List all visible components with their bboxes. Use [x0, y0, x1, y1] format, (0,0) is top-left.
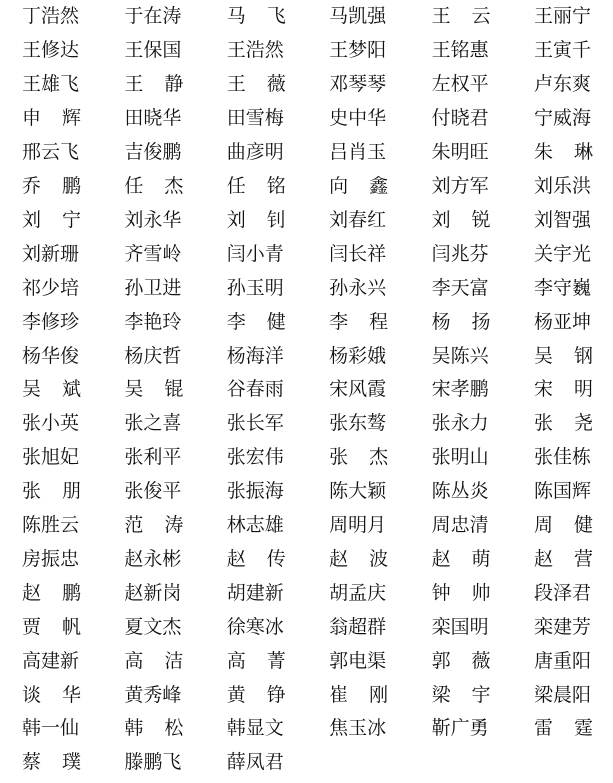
- name-item: [432, 271, 534, 305]
- name-item: [124, 305, 226, 339]
- name-item: [227, 610, 329, 644]
- name-item: [329, 576, 431, 610]
- name-item: [432, 475, 534, 509]
- name-item: [22, 475, 124, 509]
- name-item: [22, 237, 124, 271]
- name-text: 关宇光: [533, 242, 591, 265]
- name-item: [22, 339, 124, 373]
- name-text: 任 铭: [226, 174, 286, 197]
- name-text: 胡建新: [226, 581, 284, 604]
- name-text: 李守巍: [533, 276, 591, 299]
- name-item: [124, 509, 226, 543]
- name-text: 谈 华: [22, 683, 81, 706]
- name-item: [329, 339, 431, 373]
- name-item: [124, 441, 226, 475]
- name-item: [124, 68, 226, 102]
- name-item: [329, 712, 431, 746]
- name-text: 王丽宁: [533, 5, 591, 28]
- name-text: 张旭妃: [22, 446, 80, 469]
- name-item: [534, 271, 613, 305]
- name-item: [432, 509, 534, 543]
- name-item: [124, 475, 226, 509]
- name-text: 赵 鹏: [22, 581, 81, 604]
- name-text: 刘春红: [329, 208, 387, 231]
- name-item: [124, 136, 226, 170]
- name-text: 韩 松: [124, 717, 184, 740]
- name-text: 周明月: [329, 514, 387, 537]
- name-text: 孙玉明: [226, 276, 284, 299]
- name-text: 陈丛炎: [431, 480, 489, 503]
- name-text: 钟 帅: [431, 581, 491, 604]
- name-text: 栾国明: [431, 615, 489, 638]
- name-text: 薛凤君: [226, 751, 284, 774]
- name-text: 李修珍: [22, 310, 80, 333]
- name-text: 邢云飞: [22, 141, 80, 164]
- name-text: 乔 鹏: [22, 174, 81, 197]
- name-item: [22, 271, 124, 305]
- name-text: 陈胜云: [22, 514, 80, 537]
- name-item: [227, 237, 329, 271]
- name-item: [534, 509, 613, 543]
- name-item: [124, 271, 226, 305]
- name-text: 刘永华: [124, 208, 182, 231]
- name-item: [227, 339, 329, 373]
- name-item: [534, 576, 613, 610]
- name-text: 张小英: [22, 412, 80, 435]
- name-text: 杨彩娥: [329, 344, 387, 367]
- name-text: 王铭惠: [431, 39, 489, 62]
- name-text: 周 健: [533, 514, 593, 537]
- name-item: [124, 678, 226, 712]
- name-text: 卢东爽: [533, 73, 591, 96]
- name-text: 赵 传: [226, 547, 286, 570]
- name-item: [124, 610, 226, 644]
- name-item: [329, 678, 431, 712]
- name-text: 雷 霆: [533, 717, 593, 740]
- name-item: [432, 339, 534, 373]
- name-item: [124, 644, 226, 678]
- name-text: 黄 铮: [226, 683, 286, 706]
- name-item: [124, 102, 226, 136]
- name-item: [22, 576, 124, 610]
- name-text: 唐重阳: [533, 649, 591, 672]
- name-text: 宋 明: [533, 378, 593, 401]
- name-text: 向 鑫: [329, 174, 389, 197]
- name-text: 徐寒冰: [226, 615, 284, 638]
- name-text: 张利平: [124, 446, 182, 469]
- name-text: 张东骜: [329, 412, 387, 435]
- name-item: [432, 407, 534, 441]
- name-item: [124, 203, 226, 237]
- name-text: 赵永彬: [124, 547, 182, 570]
- name-text: 张振海: [226, 480, 284, 503]
- name-item: [227, 271, 329, 305]
- name-text: 夏文杰: [124, 615, 182, 638]
- name-text: 谷春雨: [226, 378, 284, 401]
- name-item: [22, 407, 124, 441]
- name-text: 宁威海: [533, 107, 591, 130]
- name-text: 段泽君: [533, 581, 591, 604]
- name-text: 杨庆哲: [124, 344, 182, 367]
- name-item: [227, 509, 329, 543]
- name-item: [124, 407, 226, 441]
- name-item: [534, 102, 613, 136]
- name-item: [329, 271, 431, 305]
- name-text: 祁少培: [22, 276, 80, 299]
- name-item: [329, 203, 431, 237]
- name-item: [22, 373, 124, 407]
- name-text: 朱明旺: [431, 141, 489, 164]
- name-text: 蔡 璞: [22, 751, 81, 774]
- name-item: [329, 509, 431, 543]
- name-text: 齐雪岭: [124, 242, 182, 265]
- name-item: [534, 136, 613, 170]
- name-item: [534, 68, 613, 102]
- name-text: 王 云: [431, 5, 491, 28]
- name-item: [534, 0, 613, 34]
- name-text: 吕肖玉: [329, 141, 387, 164]
- name-item: [22, 102, 124, 136]
- name-text: 张长军: [226, 412, 284, 435]
- name-item: [22, 68, 124, 102]
- name-text: 刘智强: [533, 208, 591, 231]
- name-text: 王修达: [22, 39, 80, 62]
- name-item: [432, 543, 534, 577]
- name-text: 靳广勇: [431, 717, 489, 740]
- name-text: 宋风霞: [329, 378, 387, 401]
- name-item: [329, 136, 431, 170]
- name-text: 梁晨阳: [533, 683, 591, 706]
- name-text: 马 飞: [226, 5, 286, 28]
- name-item: [22, 441, 124, 475]
- name-text: 张俊平: [124, 480, 182, 503]
- name-item: [22, 509, 124, 543]
- name-item: [124, 0, 226, 34]
- name-text: 崔 刚: [329, 683, 389, 706]
- name-item: [534, 203, 613, 237]
- name-text: 赵新岗: [124, 581, 182, 604]
- name-text: 李 健: [226, 310, 286, 333]
- name-text: 翁超群: [329, 615, 387, 638]
- name-item: [534, 34, 613, 68]
- name-item: [534, 373, 613, 407]
- name-text: 张永力: [431, 412, 489, 435]
- name-item: [534, 610, 613, 644]
- name-item: [227, 475, 329, 509]
- name-item: [124, 543, 226, 577]
- name-item: [534, 712, 613, 746]
- name-item: [227, 407, 329, 441]
- name-text: 贾 帆: [22, 615, 81, 638]
- name-text: 刘新珊: [22, 242, 80, 265]
- name-text: 吴陈兴: [431, 344, 489, 367]
- name-text: 周忠清: [431, 514, 489, 537]
- name-item: [124, 237, 226, 271]
- name-item: [329, 373, 431, 407]
- name-item: [22, 644, 124, 678]
- name-text: 张 尧: [533, 412, 593, 435]
- name-item: [432, 170, 534, 204]
- name-text: 史中华: [329, 107, 387, 130]
- name-text: 王寅千: [533, 39, 591, 62]
- name-item: [329, 170, 431, 204]
- name-item: [534, 678, 613, 712]
- name-item: [227, 746, 329, 780]
- name-item: [432, 305, 534, 339]
- name-text: 王 薇: [226, 73, 286, 96]
- name-text: 赵 波: [329, 547, 389, 570]
- name-text: 曲彦明: [226, 141, 284, 164]
- name-text: 韩显文: [226, 717, 284, 740]
- name-item: [124, 170, 226, 204]
- name-text: 高建新: [22, 649, 80, 672]
- name-item: [227, 576, 329, 610]
- name-list-grid: [22, 0, 607, 780]
- name-item: [329, 475, 431, 509]
- name-item: [432, 678, 534, 712]
- name-item: [329, 407, 431, 441]
- name-item: [432, 373, 534, 407]
- name-item: [227, 136, 329, 170]
- name-item: [329, 0, 431, 34]
- name-item: [432, 0, 534, 34]
- name-text: 张佳栋: [533, 446, 591, 469]
- name-text: 田晓华: [124, 107, 182, 130]
- name-text: 邓琴琴: [329, 73, 387, 96]
- name-item: [432, 237, 534, 271]
- name-text: 任 杰: [124, 174, 184, 197]
- name-item: [227, 644, 329, 678]
- name-text: 胡孟庆: [329, 581, 387, 604]
- name-item: [329, 441, 431, 475]
- name-item: [227, 305, 329, 339]
- name-text: 赵 营: [533, 547, 593, 570]
- name-text: 吴 钢: [533, 344, 593, 367]
- name-text: 栾建芳: [533, 615, 591, 638]
- name-item: [227, 102, 329, 136]
- name-text: 杨 扬: [431, 310, 491, 333]
- name-item: [22, 0, 124, 34]
- name-text: 刘 钊: [226, 208, 286, 231]
- name-text: 宋孝鹏: [431, 378, 489, 401]
- name-item: [22, 610, 124, 644]
- name-item: [329, 305, 431, 339]
- name-text: 张 朋: [22, 480, 81, 503]
- name-text: 梁 宇: [431, 683, 491, 706]
- name-item: [22, 712, 124, 746]
- name-text: 孙卫进: [124, 276, 182, 299]
- name-item: [124, 576, 226, 610]
- name-item: [432, 610, 534, 644]
- name-text: 王浩然: [226, 39, 284, 62]
- name-text: 李 程: [329, 310, 389, 333]
- name-item: [227, 678, 329, 712]
- name-item: [329, 610, 431, 644]
- name-text: 高 菁: [226, 649, 286, 672]
- name-item: [432, 102, 534, 136]
- name-text: 闫小青: [226, 242, 284, 265]
- name-item: [124, 712, 226, 746]
- name-text: 闫兆芬: [431, 242, 489, 265]
- name-item: [227, 68, 329, 102]
- name-text: 陈大颖: [329, 480, 387, 503]
- name-item: [227, 203, 329, 237]
- name-item: [22, 170, 124, 204]
- name-item: [227, 0, 329, 34]
- name-text: 朱 琳: [533, 141, 593, 164]
- name-item: [22, 136, 124, 170]
- name-item: [22, 746, 124, 780]
- name-text: 杨海洋: [226, 344, 284, 367]
- name-item: [534, 475, 613, 509]
- name-item: [534, 339, 613, 373]
- name-text: 王雄飞: [22, 73, 80, 96]
- name-item: [22, 305, 124, 339]
- name-text: 李天富: [431, 276, 489, 299]
- name-text: 刘乐洪: [533, 174, 591, 197]
- name-item: [432, 68, 534, 102]
- name-text: 刘 锐: [431, 208, 491, 231]
- name-text: 申 辉: [22, 107, 81, 130]
- name-text: 黄秀峰: [124, 683, 182, 706]
- name-text: 滕鹏飞: [124, 751, 182, 774]
- name-text: 郭 薇: [431, 649, 491, 672]
- name-text: 房振忠: [22, 547, 80, 570]
- name-text: 马凯强: [329, 5, 387, 28]
- name-item: [124, 339, 226, 373]
- name-text: 刘方军: [431, 174, 489, 197]
- name-text: 范 涛: [124, 514, 184, 537]
- name-text: 付晓君: [431, 107, 489, 130]
- name-item: [432, 441, 534, 475]
- name-item: [534, 441, 613, 475]
- name-item: [329, 644, 431, 678]
- name-text: 吴 斌: [22, 378, 81, 401]
- name-item: [227, 543, 329, 577]
- name-item: [534, 305, 613, 339]
- name-item: [124, 34, 226, 68]
- name-text: 刘 宁: [22, 208, 81, 231]
- name-text: 于在涛: [124, 5, 182, 28]
- name-text: 闫长祥: [329, 242, 387, 265]
- name-item: [534, 407, 613, 441]
- name-item: [432, 576, 534, 610]
- name-item: [227, 170, 329, 204]
- name-item: [329, 237, 431, 271]
- name-text: 吴 锟: [124, 378, 184, 401]
- name-text: 田雪梅: [226, 107, 284, 130]
- name-text: 吉俊鹏: [124, 141, 182, 164]
- name-text: 林志雄: [226, 514, 284, 537]
- name-text: 左权平: [431, 73, 489, 96]
- name-item: [534, 543, 613, 577]
- name-item: [227, 712, 329, 746]
- name-text: 王 静: [124, 73, 184, 96]
- name-text: 杨华俊: [22, 344, 80, 367]
- name-text: 张之喜: [124, 412, 182, 435]
- name-item: [534, 170, 613, 204]
- name-text: 杨亚坤: [533, 310, 591, 333]
- name-text: 王保国: [124, 39, 182, 62]
- name-item: [227, 441, 329, 475]
- name-item: [22, 203, 124, 237]
- name-text: 郭电渠: [329, 649, 387, 672]
- name-item: [22, 34, 124, 68]
- name-text: 丁浩然: [22, 5, 80, 28]
- name-item: [432, 712, 534, 746]
- name-item: [227, 34, 329, 68]
- name-text: 孙永兴: [329, 276, 387, 299]
- name-text: 高 洁: [124, 649, 184, 672]
- name-item: [22, 678, 124, 712]
- name-item: [124, 746, 226, 780]
- name-item: [227, 373, 329, 407]
- name-item: [432, 203, 534, 237]
- name-item: [534, 644, 613, 678]
- name-text: 张 杰: [329, 446, 389, 469]
- name-text: 张明山: [431, 446, 489, 469]
- name-item: [534, 237, 613, 271]
- name-item: [432, 136, 534, 170]
- name-item: [329, 34, 431, 68]
- name-item: [432, 644, 534, 678]
- name-item: [329, 543, 431, 577]
- name-text: 陈国辉: [533, 480, 591, 503]
- name-text: 李艳玲: [124, 310, 182, 333]
- name-text: 韩一仙: [22, 717, 80, 740]
- name-item: [432, 34, 534, 68]
- name-item: [329, 68, 431, 102]
- name-text: 张宏伟: [226, 446, 284, 469]
- name-text: 王梦阳: [329, 39, 387, 62]
- name-item: [22, 543, 124, 577]
- name-item: [329, 102, 431, 136]
- name-item: [124, 373, 226, 407]
- name-text: 焦玉冰: [329, 717, 387, 740]
- name-text: 赵 萌: [431, 547, 491, 570]
